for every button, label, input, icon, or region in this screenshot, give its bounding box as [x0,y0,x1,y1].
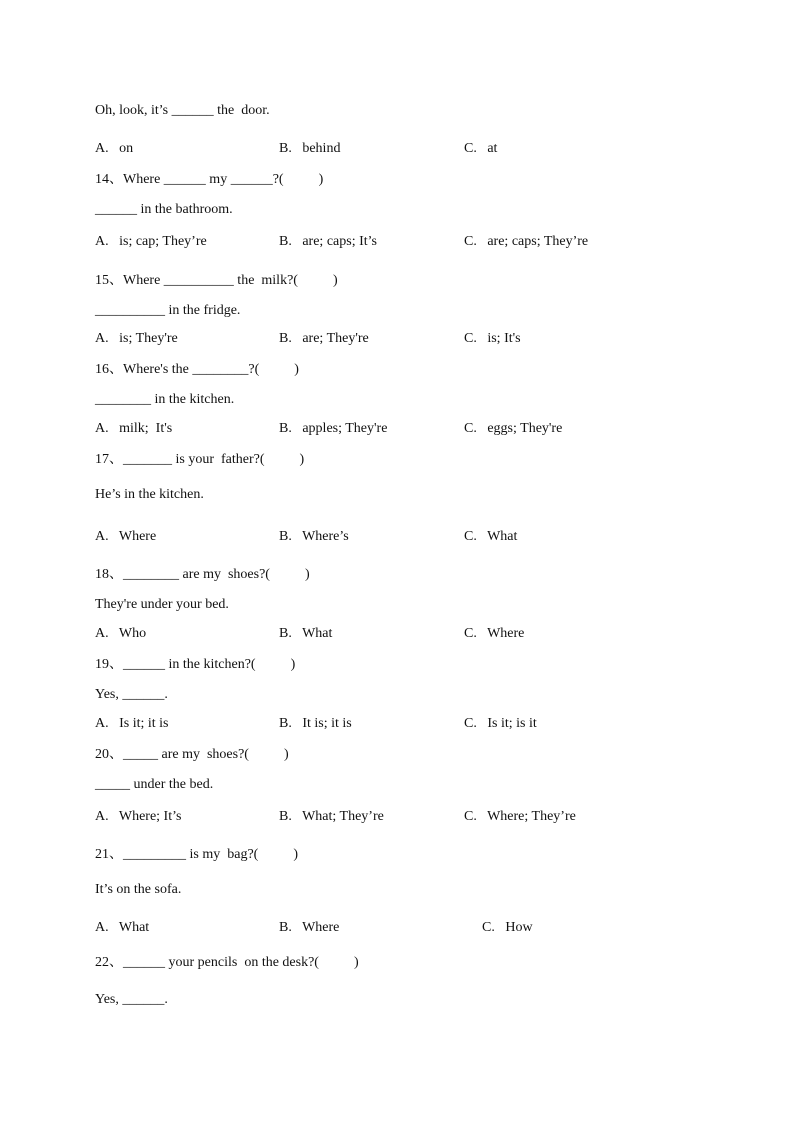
question-15-options [95,330,715,348]
question-14-option-b[interactable]: B. are; caps; It’s [279,234,377,249]
question-18-option-b[interactable]: B. What [279,626,333,641]
question-20-options [95,808,715,826]
question-21-options [95,919,715,937]
question-13-options [95,140,715,158]
question-21-stem: 21、_________ is my bag?( ) [95,847,298,862]
question-14-answer: ______ in the bathroom. [95,202,233,217]
question-21-answer: It’s on the sofa. [95,882,182,897]
question-14-stem: 14、Where ______ my ______?( ) [95,172,324,187]
question-20-answer: _____ under the bed. [95,777,214,792]
question-19-options [95,715,715,733]
question-18-stem: 18、________ are my shoes?( ) [95,567,310,582]
question-16-options [95,420,715,438]
question-17-option-b[interactable]: B. Where’s [279,529,349,544]
question-16-answer: ________ in the kitchen. [95,392,235,407]
question-14-option-a[interactable]: A. is; cap; They’re [95,234,207,249]
question-14-options [95,233,715,251]
question-17-option-c[interactable]: C. What [464,529,518,544]
question-18-option-a[interactable]: A. Who [95,626,147,641]
question-15-stem: 15、Where __________ the milk?( ) [95,273,338,288]
question-15-option-b[interactable]: B. are; They're [279,331,369,346]
question-17-options [95,528,715,546]
question-21-option-c[interactable]: C. How [482,920,533,935]
question-13-stem: Oh, look, it’s ______ the door. [95,103,270,118]
question-16-option-c[interactable]: C. eggs; They're [464,421,563,436]
question-14-option-c[interactable]: C. are; caps; They’re [464,234,589,249]
question-20-stem: 20、_____ are my shoes?( ) [95,747,289,762]
question-22-answer: Yes, ______. [95,992,168,1007]
question-18-answer: They're under your bed. [95,597,229,612]
question-22-stem: 22、______ your pencils on the desk?( ) [95,955,359,970]
question-16-stem: 16、Where's the ________?( ) [95,362,299,377]
question-20-option-c[interactable]: C. Where; They’re [464,809,576,824]
question-20-option-a[interactable]: A. Where; It’s [95,809,182,824]
question-21-option-b[interactable]: B. Where [279,920,340,935]
question-15-answer: __________ in the fridge. [95,303,241,318]
question-19-option-b[interactable]: B. It is; it is [279,716,352,731]
question-17-option-a[interactable]: A. Where [95,529,157,544]
question-19-stem: 19、______ in the kitchen?( ) [95,657,296,672]
question-19-option-a[interactable]: A. Is it; it is [95,716,169,731]
question-17-stem: 17、_______ is your father?( ) [95,452,305,467]
question-17-answer: He’s in the kitchen. [95,487,204,502]
question-16-option-b[interactable]: B. apples; They're [279,421,388,436]
question-16-option-a[interactable]: A. milk; It's [95,421,173,436]
question-18-options [95,625,715,643]
question-19-option-c[interactable]: C. Is it; is it [464,716,537,731]
question-15-option-c[interactable]: C. is; It's [464,331,521,346]
question-13-option-a[interactable]: A. on [95,141,134,156]
question-18-option-c[interactable]: C. Where [464,626,525,641]
question-20-option-b[interactable]: B. What; They’re [279,809,384,824]
question-21-option-a[interactable]: A. What [95,920,150,935]
question-19-answer: Yes, ______. [95,687,168,702]
question-13-option-c[interactable]: C. at [464,141,498,156]
question-15-option-a[interactable]: A. is; They're [95,331,178,346]
question-13-option-b[interactable]: B. behind [279,141,341,156]
